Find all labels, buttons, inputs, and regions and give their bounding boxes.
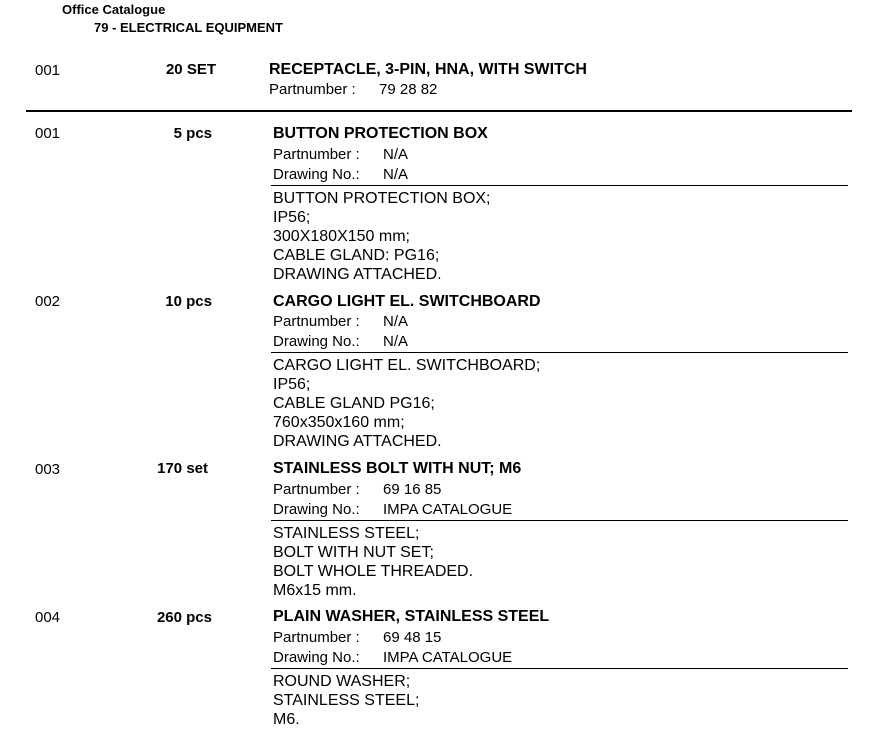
- section-title: 79 - ELECTRICAL EQUIPMENT: [94, 20, 284, 35]
- item-divider: [271, 352, 848, 353]
- item-drawing-row: [273, 500, 512, 520]
- item-divider: [271, 668, 848, 669]
- item-quantity: 5 pcs: [173, 125, 212, 142]
- item-number: 002: [35, 293, 61, 310]
- parent-item-quantity: 20 SET: [165, 61, 216, 78]
- drawing-value: N/A: [383, 166, 409, 183]
- item-drawing-row: [273, 648, 512, 668]
- item-partnumber-row: [273, 480, 441, 500]
- parent-item-number: 001: [35, 62, 61, 79]
- partnumber-value: N/A: [383, 146, 409, 163]
- drawing-label: Drawing No.:: [273, 649, 360, 666]
- partnumber-value: 69 16 85: [383, 481, 442, 498]
- item-title: CARGO LIGHT EL. SWITCHBOARD: [273, 293, 541, 310]
- drawing-value: IMPA CATALOGUE: [383, 501, 513, 518]
- partnumber-label: Partnumber :: [269, 81, 356, 98]
- item-drawing-row: [273, 165, 408, 185]
- item-quantity: 170 set: [157, 460, 208, 477]
- section-divider: [26, 110, 852, 112]
- item-description: BUTTON PROTECTION BOX; IP56; 300X180X150 mm; CABLE GLAND: PG16; DRAWING ATTACHED.: [273, 190, 491, 283]
- drawing-value: IMPA CATALOGUE: [383, 649, 513, 666]
- item-title: BUTTON PROTECTION BOX: [273, 125, 488, 142]
- item-number: 003: [35, 461, 61, 478]
- catalogue-title: Office Catalogue: [62, 2, 166, 17]
- item-drawing-row: [273, 332, 408, 352]
- item-title: PLAIN WASHER, STAINLESS STEEL: [273, 608, 550, 625]
- item-divider: [271, 185, 848, 186]
- item-description: CARGO LIGHT EL. SWITCHBOARD; IP56; CABLE GLAND PG16; 760x350x160 mm; DRAWING ATTACHED.: [273, 357, 541, 450]
- partnumber-value: 69 48 15: [383, 629, 442, 646]
- partnumber-value: N/A: [383, 313, 409, 330]
- drawing-label: Drawing No.:: [273, 333, 360, 350]
- partnumber-label: Partnumber :: [273, 146, 360, 163]
- item-title: STAINLESS BOLT WITH NUT; M6: [273, 460, 522, 477]
- drawing-label: Drawing No.:: [273, 166, 360, 183]
- drawing-value: N/A: [383, 333, 409, 350]
- parent-item-title: RECEPTACLE, 3-PIN, HNA, WITH SWITCH: [269, 61, 587, 78]
- drawing-label: Drawing No.:: [273, 501, 360, 518]
- parent-item-partnumber-row: [269, 80, 437, 100]
- partnumber-value: 79 28 82: [379, 81, 438, 98]
- item-partnumber-row: [273, 312, 408, 332]
- item-number: 001: [35, 125, 61, 142]
- item-partnumber-row: [273, 628, 441, 648]
- item-quantity: 10 pcs: [165, 293, 212, 310]
- item-description: ROUND WASHER; STAINLESS STEEL; M6.: [273, 673, 420, 728]
- item-description: STAINLESS STEEL; BOLT WITH NUT SET; BOLT WHOLE THREADED. M6x15 mm.: [273, 525, 474, 599]
- partnumber-label: Partnumber :: [273, 313, 360, 330]
- item-partnumber-row: [273, 145, 408, 165]
- item-number: 004: [35, 609, 61, 626]
- item-divider: [271, 520, 848, 521]
- partnumber-label: Partnumber :: [273, 629, 360, 646]
- item-quantity: 260 pcs: [156, 609, 212, 626]
- partnumber-label: Partnumber :: [273, 481, 360, 498]
